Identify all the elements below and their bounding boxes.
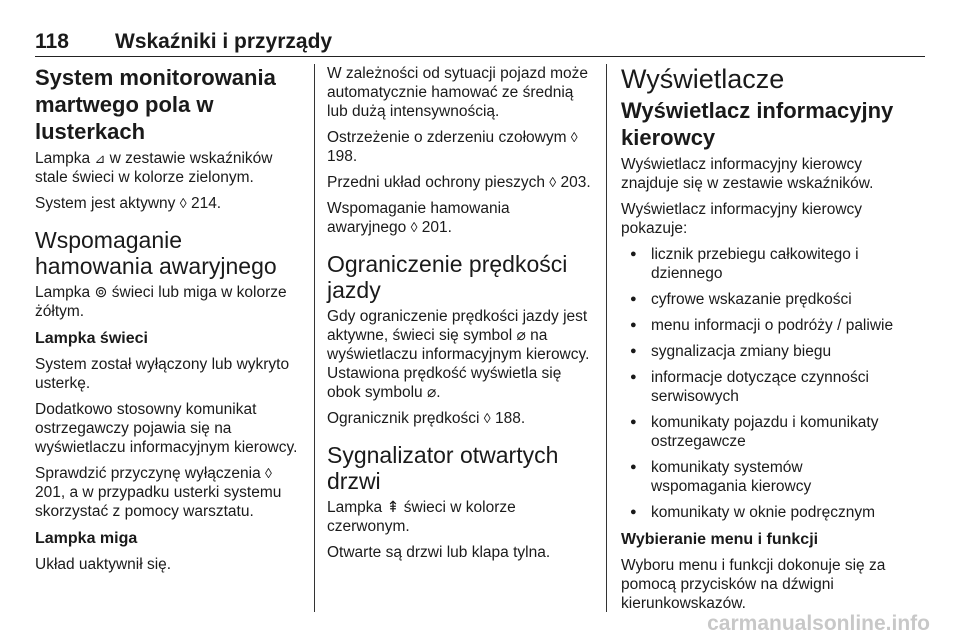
speed-limiter-icon: ⌀ [426,384,437,401]
paragraph: Otwarte są drzwi lub klapa tylna. [327,544,551,561]
paragraph: Lampka ⇞ świeci w kolorze czerwonym. [327,499,516,535]
page-header [0,0,960,60]
watermark: carmanualsonline.info [707,612,930,635]
paragraph: Przedni układ ochrony pieszych ◊ 203. [327,174,591,191]
paragraph: Lampka ⊚ świeci lub miga w kolorze żółtym. [35,284,287,320]
page-number: 118 [35,30,69,53]
list-item: ● sygnalizacja zmiany biegu [621,342,901,361]
brake-assist-icon: ⊚ [94,284,108,301]
paragraph: Ogranicznik prędkości ◊ 188. [327,410,526,427]
reference-arrow-icon: ◊ [549,174,557,190]
list-item: ● komunikaty pojazdu i komunikaty ostrzegawcze [621,413,901,451]
column-middle [327,64,593,569]
subheading-lamp-on: Lampka świeci [35,330,148,347]
list-item: ● informacje dotyczące czynności serwisowych [621,368,901,406]
header-rule [35,56,925,57]
paragraph: Układ uaktywnił się. [35,556,172,573]
paragraph: System został wyłączony lub wykryto usterkę. [35,356,290,392]
column-divider [606,64,607,612]
column-divider [314,64,315,612]
paragraph: Sprawdzić przyczynę wyłączenia ◊ 201, a w przypadku usterki systemu skorzystać z pomocy warsztatu. [35,465,282,520]
list-item: ● komunikaty systemów wspomagania kierowcy [621,458,901,496]
paragraph: Wspomaganie hamowania awaryjnego ◊ 201. [327,200,510,236]
list-item: ● cyfrowe wskazanie prędkości [621,290,901,309]
display-features-list [621,245,901,522]
section-heading-speed-limit: Ograniczenie prędkości jazdy [327,251,568,303]
chapter-heading-displays: Wyświetlacze [621,64,785,94]
paragraph: Wyświetlacz informacyjny kierowcy pokazuje: [621,201,863,237]
list-item: ● komunikaty w oknie podręcznym [621,503,901,522]
reference-arrow-icon: ◊ [179,195,187,211]
list-item: ● menu informacji o podróży / paliwie [621,316,901,335]
list-item: ● licznik przebiegu całkowitego i dziennego [621,245,901,283]
paragraph: Ostrzeżenie o zderzeniu czołowym ◊ 198. [327,129,578,165]
subheading-menu-selection: Wybieranie menu i funkcji [621,531,819,548]
paragraph: Gdy ograniczenie prędkości jazdy jest aktywne, świeci się symbol ⌀ na wyświetlaczu informacyjnym kierowcy. Ustawiona prędkość wyświetla się obok symbolu ⌀. [327,308,590,401]
subheading-lamp-blink: Lampka miga [35,530,138,547]
reference-arrow-icon: ◊ [410,219,418,235]
column-right [621,64,901,620]
blind-spot-icon: ⊿ [94,151,106,166]
paragraph: Wyboru menu i funkcji dokonuje się za pomocą przycisków na dźwigni kierunkowskazów. [621,557,886,612]
section-heading-door-open: Sygnalizator otwartych drzwi [327,442,559,494]
running-title: Wskaźniki i przyrządy [115,30,333,53]
reference-arrow-icon: ◊ [483,410,491,426]
section-heading-blind-spot: System monitorowania martwego pola w lusterkach [35,65,276,144]
reference-arrow-icon: ◊ [570,129,578,145]
section-heading-driver-info-display: Wyświetlacz informacyjny kierowcy [621,98,894,150]
paragraph: Lampka ⊿ w zestawie wskaźników stale świeci w kolorze zielonym. [35,150,273,186]
section-heading-brake-assist: Wspomaganie hamowania awaryjnego [35,227,277,279]
paragraph: Wyświetlacz informacyjny kierowcy znajduje się w zestawie wskaźników. [621,156,874,192]
speed-limiter-icon: ⌀ [516,327,526,344]
paragraph: W zależności od sytuacji pojazd może automatycznie hamować ze średnią lub dużą intensywnością. [327,65,589,120]
door-open-icon: ⇞ [386,499,400,516]
column-left [35,64,301,581]
paragraph: Dodatkowo stosowny komunikat ostrzegawczy pojawia się na wyświetlaczu informacyjnym kierowcy. [35,401,298,456]
paragraph: System jest aktywny ◊ 214. [35,195,222,212]
reference-arrow-icon: ◊ [265,465,272,481]
